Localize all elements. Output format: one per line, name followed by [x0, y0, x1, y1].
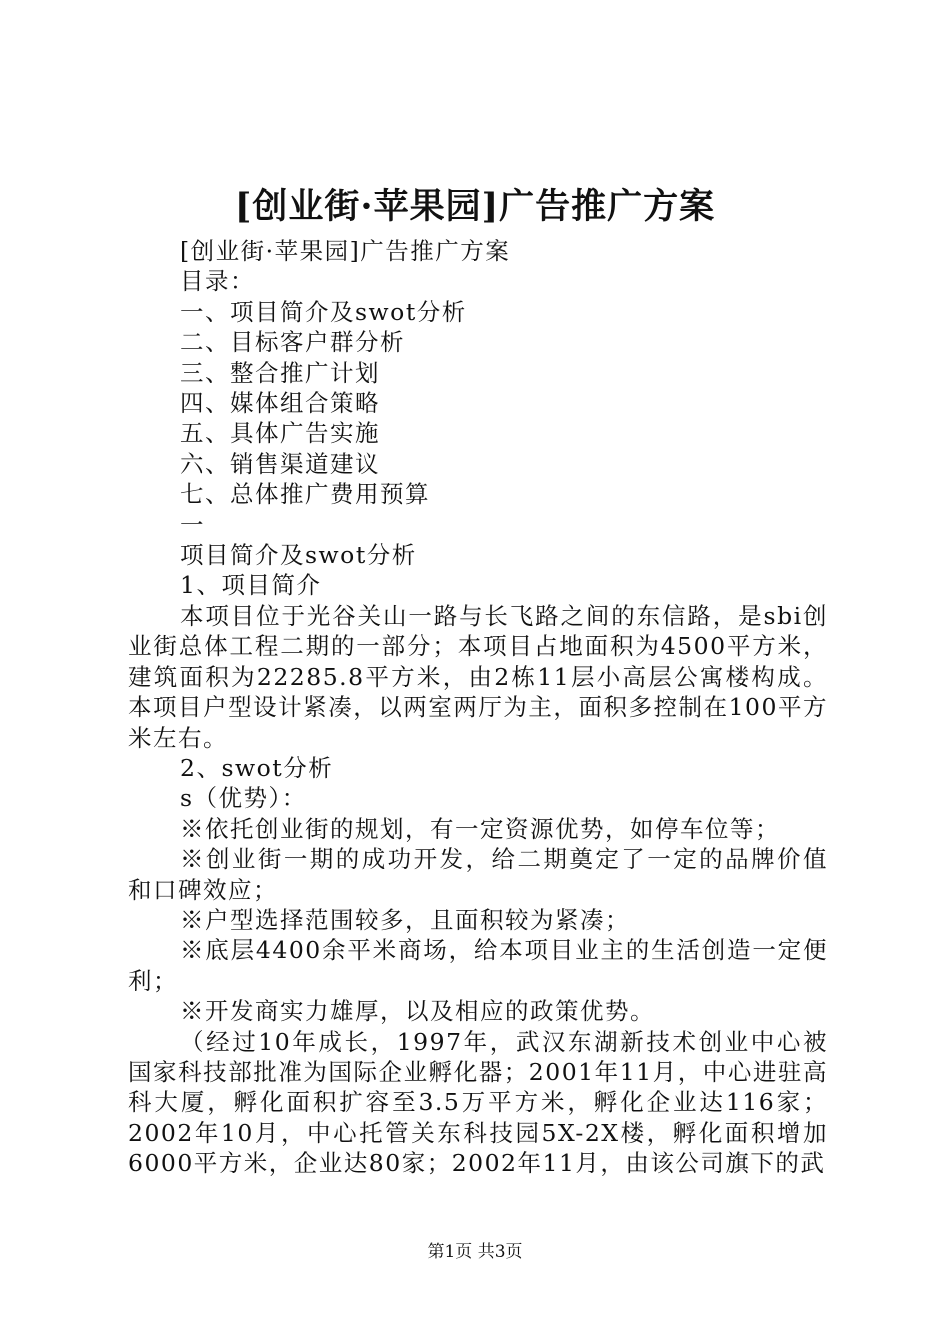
document-title: [创业街·苹果园]广告推广方案: [234, 186, 716, 227]
toc-item-1: 一、项目简介及swot分析: [180, 297, 467, 326]
toc-item-6: 六、销售渠道建议: [180, 449, 380, 478]
toc-item-4: 四、媒体组合策略: [180, 389, 380, 418]
toc-item-5: 五、具体广告实施: [180, 419, 380, 448]
section-marker: 一: [180, 510, 205, 539]
toc-item-2: 二、目标客户群分析: [180, 328, 405, 357]
document-body: [128, 236, 828, 1179]
toc-heading: 目录：: [180, 267, 255, 296]
subsection-title-intro: 1、项目简介: [180, 571, 322, 600]
section-title: 项目简介及swot分析: [180, 541, 417, 570]
page-footer: 第1页 共3页: [427, 1242, 523, 1262]
toc-item-7: 七、总体推广费用预算: [180, 480, 430, 509]
strength-bullet-3: ※户型选择范围较多，且面积较为紧凑；: [180, 905, 630, 934]
subtitle: [创业街·苹果园]广告推广方案: [180, 237, 511, 265]
history-paragraph: （经过10年成长，1997年，武汉东湖新技术创业中心被国家科技部批准为国际企业孵化器；2001年11月，中心进驻高科大厦，孵化面积扩容至3.5万平方米，孵化企业达116家；2002年10月，中心托管关东科技园5X-2X楼，孵化面积增加6000平方米，企业达80家；2002年11月，由该公司旗下的武: [128, 1027, 828, 1178]
subsection-title-swot: 2、swot分析: [180, 753, 334, 782]
strength-bullet-2: ※创业街一期的成功开发，给二期奠定了一定的品牌价值和口碑效应；: [128, 845, 828, 904]
intro-paragraph: 本项目位于光谷关山一路与长飞路之间的东信路，是sbi创业街总体工程二期的一部分；本项目占地面积为4500平方米，建筑面积为22285.8平方米，由2栋11层小高层公寓楼构成。本项目户型设计紧凑，以两室两厅为主，面积多控制在100平方米左右。: [128, 601, 828, 752]
strength-bullet-4: ※底层4400余平米商场，给本项目业主的生活创造一定便利；: [128, 936, 828, 995]
strength-bullet-1: ※依托创业街的规划，有一定资源优势，如停车位等；: [180, 814, 780, 843]
strength-bullet-5: ※开发商实力雄厚，以及相应的政策优势。: [180, 997, 655, 1026]
toc-item-3: 三、整合推广计划: [180, 358, 380, 387]
strengths-heading: s（优势）：: [180, 784, 307, 813]
